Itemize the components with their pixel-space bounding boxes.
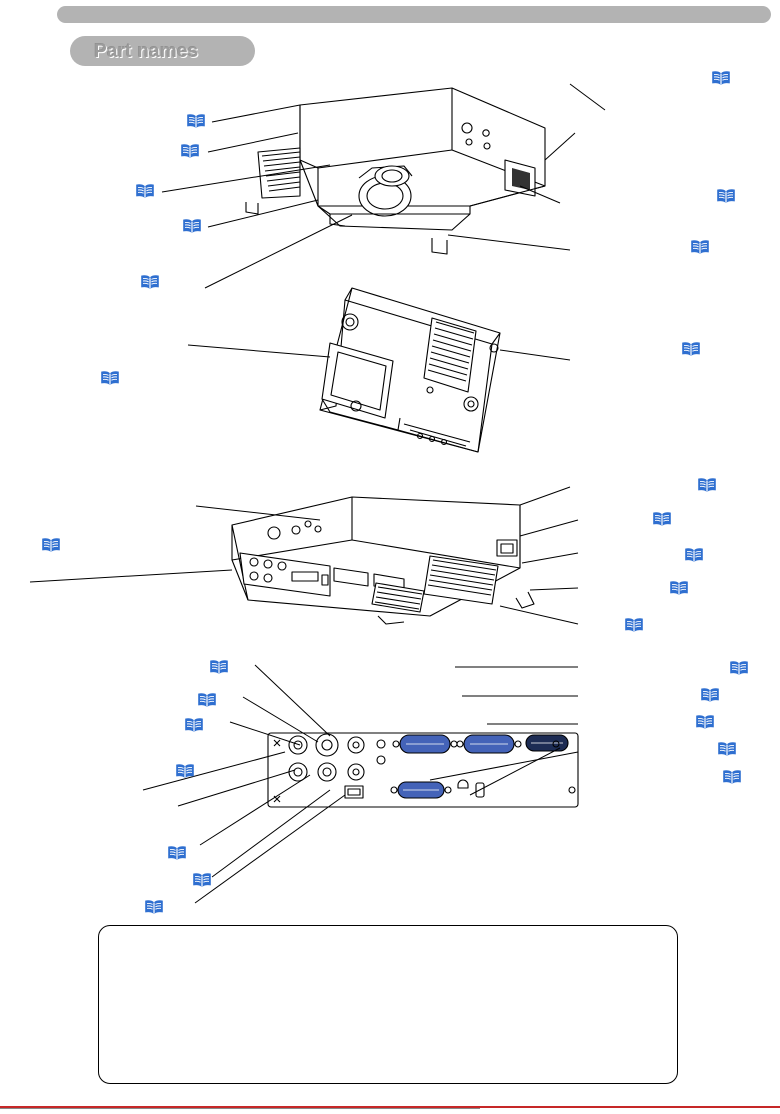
leader-line	[208, 133, 298, 152]
leader-line	[255, 665, 330, 736]
leader-line	[530, 588, 578, 590]
book-icon	[192, 872, 212, 888]
leader-line	[178, 770, 295, 806]
book-icon	[140, 274, 160, 290]
book-icon	[180, 143, 200, 159]
book-icon	[197, 692, 217, 708]
book-icon	[700, 687, 720, 703]
book-icon	[681, 341, 701, 357]
header-banner	[57, 6, 771, 23]
book-icon	[184, 717, 204, 733]
leader-line	[545, 133, 575, 160]
leader-line	[212, 105, 300, 122]
book-icon	[716, 188, 736, 204]
figure-bottom	[320, 288, 500, 452]
book-icon	[135, 183, 155, 199]
book-icon	[711, 70, 731, 86]
book-icon	[167, 845, 187, 861]
leader-line	[205, 215, 352, 288]
leader-line	[230, 722, 300, 745]
leader-line	[162, 165, 330, 192]
book-icon	[41, 537, 61, 553]
book-icon	[100, 370, 120, 386]
book-icon	[209, 659, 229, 675]
book-icon	[175, 763, 195, 779]
book-icon	[690, 239, 710, 255]
leader-line	[243, 697, 318, 742]
leader-line	[200, 775, 310, 845]
leader-line	[500, 350, 570, 360]
book-icon	[729, 660, 749, 676]
leader-line	[196, 506, 320, 520]
book-icon	[684, 547, 704, 563]
leader-line	[30, 570, 232, 582]
book-icon	[144, 899, 164, 915]
figure-connector-panel	[268, 733, 578, 807]
leader-line	[188, 345, 330, 357]
leader-line	[570, 84, 605, 110]
leader-line	[520, 186, 560, 203]
book-icon	[697, 477, 717, 493]
footer-rule-secondary	[0, 1108, 480, 1109]
book-icon	[182, 218, 202, 234]
leader-line	[520, 520, 578, 536]
book-icon	[669, 580, 689, 596]
page-title: Part names	[94, 41, 199, 62]
book-icon	[722, 769, 742, 785]
book-icon	[717, 741, 737, 757]
leader-line	[520, 487, 570, 505]
book-icon	[695, 714, 715, 730]
leader-line	[448, 235, 570, 250]
leader-line	[470, 748, 560, 795]
leader-line	[430, 752, 578, 780]
leader-line	[212, 790, 330, 877]
note-box	[98, 925, 678, 1084]
book-icon	[186, 113, 206, 129]
book-icon	[624, 617, 644, 633]
book-icon	[652, 511, 672, 527]
leader-line	[195, 795, 345, 903]
leader-line	[143, 752, 285, 790]
leader-line	[522, 553, 578, 563]
figure-rear	[232, 497, 534, 624]
leader-line	[500, 606, 578, 624]
figure-top-front	[246, 88, 545, 254]
leader-line	[208, 200, 318, 227]
